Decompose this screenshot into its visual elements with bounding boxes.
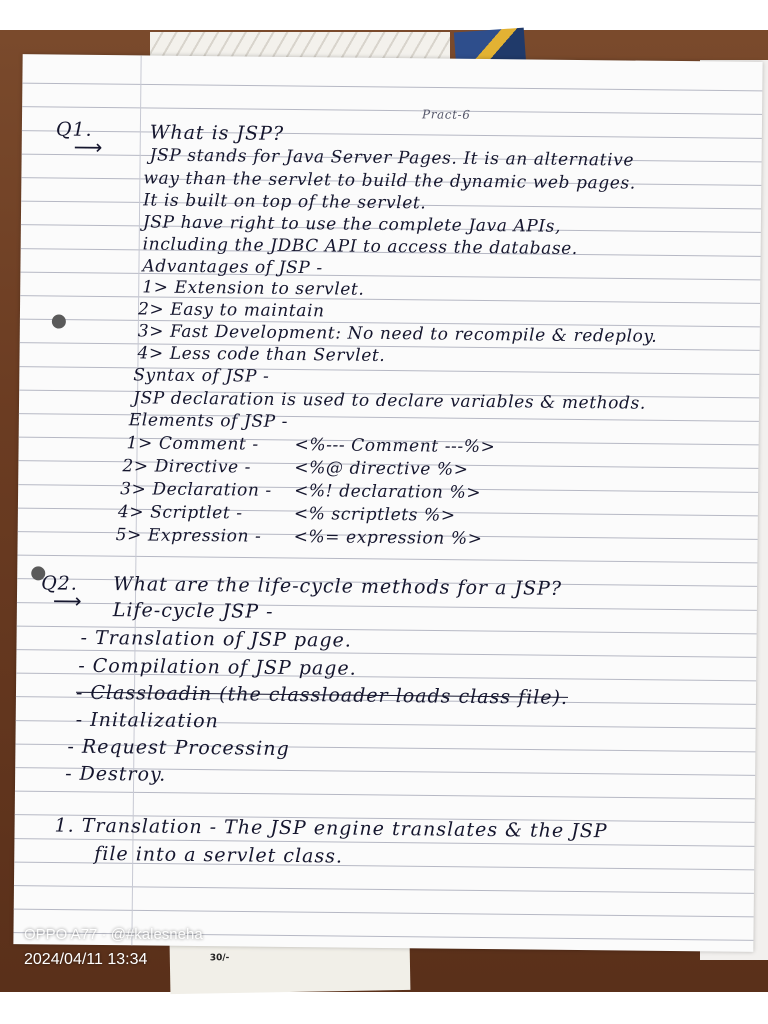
advantage-item: 2> Easy to maintain xyxy=(137,299,325,322)
element-syntax: <%= expression %> xyxy=(293,527,483,549)
element-name: 2> Directive - xyxy=(122,456,252,478)
lifecycle-step: - Compilation of JSP page. xyxy=(78,654,357,680)
syntax-text: JSP declaration is used to declare variables & methods. xyxy=(132,388,646,414)
q1-title: What is JSP? xyxy=(149,121,285,145)
element-syntax: <%@ directive %> xyxy=(294,458,469,480)
q1-definition-line: It is built on top of the servlet. xyxy=(143,190,427,214)
lifecycle-step: - Initalization xyxy=(75,708,219,733)
element-syntax: <%! declaration %> xyxy=(294,481,482,503)
q1-definition-line: JSP stands for Java Server Pages. It is an alternative xyxy=(149,145,635,171)
advantage-item: 4> Less code than Servlet. xyxy=(137,343,386,366)
timestamp-watermark: 2024/04/11 13:34 xyxy=(24,951,148,968)
element-syntax: <%--- Comment ---%> xyxy=(294,435,496,458)
q1-definition-line: way than the servlet to build the dynamic web pages. xyxy=(143,168,636,194)
lifecycle-step: - Request Processing xyxy=(67,735,290,760)
element-syntax: <% scriptlets %> xyxy=(293,504,456,526)
advantages-heading: Advantages of JSP - xyxy=(142,256,323,279)
lifecycle-step: - Translation of JSP page. xyxy=(80,626,352,652)
q2-number: Q2. xyxy=(41,572,78,595)
page-header: Pract-6 xyxy=(421,107,471,122)
lifecycle-step-struck: - Classloadin (the classloader loads class file). xyxy=(75,681,569,709)
q1-definition-line: including the JDBC API to access the database. xyxy=(142,234,578,259)
q1-number: Q1. xyxy=(55,118,93,141)
elements-heading: Elements of JSP - xyxy=(128,410,289,432)
arrow-icon: ⟶ xyxy=(73,134,103,159)
q2-title: What are the life-cycle methods for a JSP? xyxy=(113,573,563,600)
syntax-heading: Syntax of JSP - xyxy=(133,365,270,387)
lifecycle-step: - Destroy. xyxy=(65,762,167,786)
bottom-slip xyxy=(170,940,411,994)
lifecycle-heading: Life-cycle JSP - xyxy=(112,599,274,623)
advantage-item: 3> Fast Development: No need to recompile & redeploy. xyxy=(137,321,658,347)
element-name: 1> Comment - xyxy=(126,433,259,455)
margin-line xyxy=(131,55,141,945)
element-name: 4> Scriptlet - xyxy=(117,502,243,524)
arrow-icon: ⟶ xyxy=(52,588,82,613)
translation-point: 1. Translation - The JSP engine translates & the JSP xyxy=(54,814,608,843)
camera-watermark: OPPO A77 · @#kalesneha xyxy=(24,926,203,943)
advantage-item: 1> Extension to servlet. xyxy=(142,277,365,300)
element-name: 5> Expression - xyxy=(115,525,262,547)
punch-hole xyxy=(52,314,66,328)
slip-text: 30/- xyxy=(209,953,230,964)
notebook-page xyxy=(13,54,762,952)
q1-definition-line: JSP have right to use the complete Java APIs, xyxy=(142,212,562,237)
translation-point-cont: file into a servlet class. xyxy=(94,842,344,868)
element-name: 3> Declaration - xyxy=(120,479,272,501)
